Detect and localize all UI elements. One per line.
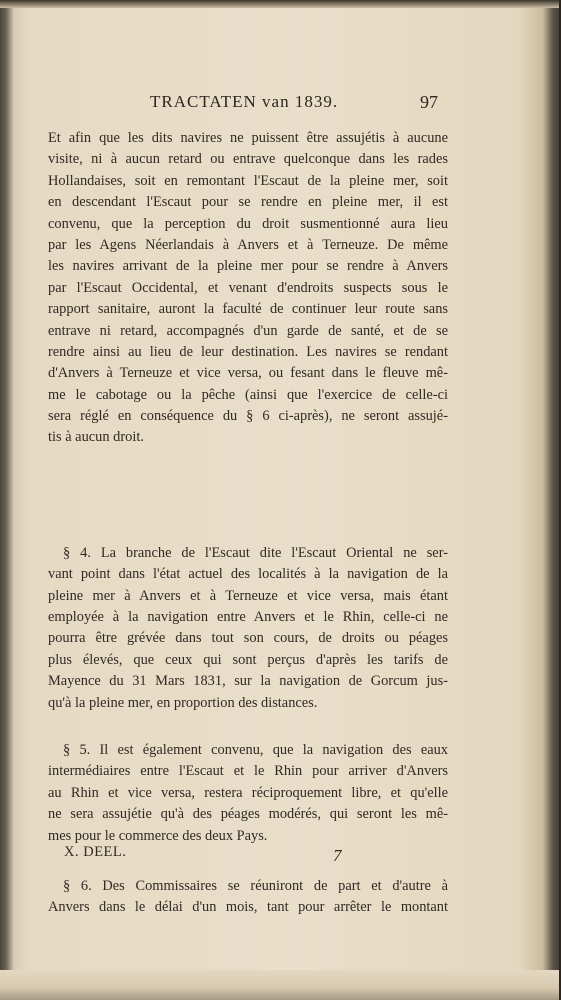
- signature-mark: X. DEEL.: [64, 844, 127, 860]
- paragraph-section-4: [48, 543, 448, 714]
- text-line: rapport sanitaire, auront la faculté de continuer leur route sans: [48, 301, 448, 318]
- text-line: me le cabotage ou la pêche (ainsi que l'exercice de celle-ci: [48, 386, 448, 403]
- text-line: sera réglé en conséquence du § 6 ci-après), ne seront assujé-: [48, 408, 448, 425]
- text-line: par les Agens Néerlandais à Anvers et à Terneuze. De même: [48, 236, 448, 253]
- text-line: visite, ni à aucun retard ou entrave quelconque dans les rades: [48, 151, 448, 168]
- page-number: 97: [420, 92, 438, 112]
- text-line: mes pour le commerce des deux Pays.: [48, 827, 268, 844]
- text-line: tis à aucun droit.: [48, 429, 144, 446]
- page-bottom-edge: [0, 970, 561, 1000]
- paragraph-section-5: [48, 740, 448, 847]
- text-line: § 4. La branche de l'Escaut dite l'Escaut Oriental ne ser-: [63, 544, 448, 561]
- text-line: § 6. Des Commissaires se réuniront de part et d'autre à: [63, 877, 448, 894]
- text-line: vant point dans l'état actuel des localités à la navigation de la: [48, 566, 448, 583]
- text-line: intermédiaires entre l'Escaut et le Rhin pour arriver d'Anvers: [48, 763, 448, 780]
- paragraph-section-6: [48, 876, 448, 919]
- page-header: [0, 92, 561, 116]
- body-text: [48, 128, 448, 919]
- page-top-edge: [0, 0, 561, 8]
- text-line: entrave ni retard, accompagnés d'un garde de santé, et de se: [48, 322, 448, 339]
- text-line: pourra être grévée dans tout son cours, de droits ou péages: [48, 630, 448, 647]
- text-line: au Rhin et vice versa, restera réciproquement libre, et qu'elle: [48, 784, 448, 801]
- text-line: plus élevés, que ceux qui sont perçus d'après les tarifs de: [48, 651, 448, 668]
- paragraph-spacer: [48, 449, 448, 543]
- text-line: pleine mer à Anvers et à Terneuze et vice versa, mais étant: [48, 587, 448, 604]
- text-line: Mayence du 31 Mars 1831, sur la navigation de Gorcum jus-: [48, 673, 448, 690]
- text-line: § 5. Il est également convenu, que la navigation des eaux: [63, 741, 448, 758]
- text-line: qu'à la pleine mer, en proportion des distances.: [48, 694, 318, 711]
- text-line: par l'Escaut Occidental, et venant d'endroits suspects sous le: [48, 279, 448, 296]
- text-line: employée à la navigation entre Anvers et le Rhin, celle-ci ne: [48, 609, 448, 626]
- paragraph-continuation: [48, 128, 448, 449]
- text-line: Et afin que les dits navires ne puissent être assujétis à aucune: [48, 130, 448, 146]
- running-title: TRACTATEN van 1839.: [150, 92, 339, 111]
- text-line: les navires arrivant de la pleine mer pour se rendre à Anvers: [48, 258, 448, 275]
- text-line: Hollandaises, soit en remontant l'Escaut de la pleine mer, soit: [48, 172, 448, 189]
- text-line: ne sera assujétie qu'à des péages modérés, qui seront les mê-: [48, 806, 448, 823]
- text-line: convenu, que la perception du droit susmentionné aura lieu: [48, 215, 448, 232]
- text-line: d'Anvers à Terneuze et vice versa, ou fesant dans le fleuve mê-: [48, 365, 448, 382]
- text-line: en descendant l'Escaut pour se rendre en pleine mer, il est: [48, 194, 448, 211]
- page-footer: [48, 844, 448, 868]
- gathering-number: 7: [333, 846, 342, 865]
- text-line: rendre ainsi au lieu de leur destination. Les navires se rendant: [48, 343, 448, 360]
- text-line: Anvers dans le délai d'un mois, tant pour arrêter le montant: [48, 899, 448, 916]
- paragraph-spacer: [48, 714, 448, 740]
